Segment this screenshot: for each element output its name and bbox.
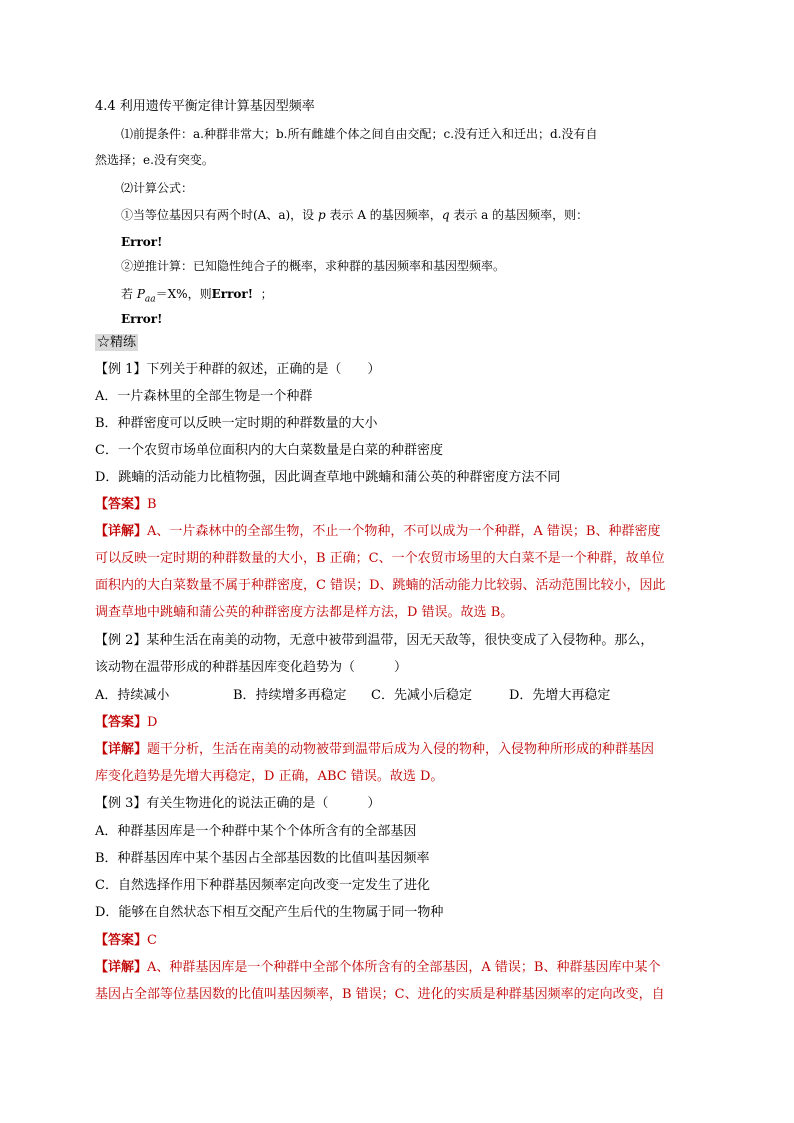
q1-option-c: C．一个农贸市场单位面积内的大白菜数量是白菜的种群密度 (95, 443, 443, 458)
formula-heading: ⑵计算公式： (121, 181, 194, 195)
q3-answer: 【答案】C (95, 933, 157, 948)
formula-line-1: ①当等位基因只有两个时(A、a)，设 p 表示 A 的基因频率，q 表示 a 的基因频率，则： (121, 208, 589, 222)
practice-label: ☆精练 (97, 335, 137, 350)
q3-option-a: A．种群基因库是一个种群中某个个体所含有的全部基因 (95, 824, 417, 839)
error-text-1: Error! (121, 235, 163, 249)
formula-line-2: ②逆推计算：已知隐性纯合子的概率，求种群的基因频率和基因型频率。 (121, 259, 506, 273)
q3-stem: 【例 3】有关生物进化的说法正确的是（ ） (95, 796, 381, 811)
q3-detail-line-2: 基因占全部等位基因数的比值叫基因频率，B 错误；C、进化的实质是种群基因频率的定向改变，自 (95, 987, 665, 1002)
q1-detail-line-4: 调查草地中跳蝻和蒲公英的种群密度方法都是样方法，D 错误。故选 B。 (95, 605, 514, 620)
q2-detail-line-2: 库变化趋势是先增大再稳定，D 正确，ABC 错误。故选 D。 (95, 769, 444, 784)
error-text-3: Error! (121, 312, 163, 326)
q1-stem: 【例 1】下列关于种群的叙述，正确的是（ ） (95, 362, 381, 377)
section-title: 4.4 利用遗传平衡定律计算基因型频率 (95, 99, 315, 114)
q3-option-b: B．种群基因库中某个基因占全部基因数的比值叫基因频率 (95, 851, 430, 866)
q3-option-c: C．自然选择作用下种群基因频率定向改变一定发生了进化 (95, 878, 430, 893)
q2-option-b: B．持续增多再稳定 (233, 688, 347, 703)
q3-detail-line-1: 【详解】A、种群基因库是一个种群中全部个体所含有的全部基因，A 错误；B、种群基因库中某个 (95, 960, 661, 975)
q1-detail-line-3: 面积内的大白菜数量不属于种群密度，C 错误；D、跳蝻的活动能力比较弱、活动范围比较小，因此 (95, 578, 666, 593)
premise-line-2: 然选择；e.没有突变。 (95, 153, 214, 167)
q2-option-d: D．先增大再稳定 (509, 688, 611, 703)
q1-option-b: B．种群密度可以反映一定时期的种群数量的大小 (95, 416, 378, 431)
premise-line-1: ⑴前提条件：a.种群非常大；b.所有雌雄个体之间自由交配；c.没有迁入和迁出；d.没有自 (121, 127, 598, 141)
q2-option-c: C．先减小后稳定 (371, 688, 472, 703)
formula-line-3: 若 $P_{aa}=X\%$，则Error! ； (121, 287, 273, 305)
q2-detail-line-1: 【详解】题干分析，生活在南美的动物被带到温带后成为入侵的物种，入侵物种所形成的种群基因 (95, 742, 655, 757)
q1-option-a: A．一片森林里的全部生物是一个种群 (95, 389, 313, 404)
q1-detail-line-1: 【详解】A、一片森林中的全部生物，不止一个物种，不可以成为一个种群，A 错误；B、种群密度 (95, 524, 661, 539)
q2-answer: 【答案】D (95, 715, 158, 730)
q1-detail-line-2: 可以反映一定时期的种群数量的大小，B 正确；C、一个农贸市场里的大白菜不是一个种群，故单位 (95, 551, 665, 566)
q2-stem-line-1: 【例 2】某种生活在南美的动物，无意中被带到温带，因无天敌等，很快变成了入侵物种。那么， (95, 633, 654, 648)
q3-option-d: D．能够在自然状态下相互交配产生后代的生物属于同一物种 (95, 905, 444, 920)
q1-option-d: D．跳蝻的活动能力比植物强，因此调查草地中跳蝻和蒲公英的种群密度方法不同 (95, 470, 561, 485)
q2-stem-line-2: 该动物在温带形成的种群基因库变化趋势为（ ） (95, 660, 408, 675)
q1-answer: 【答案】B (95, 497, 157, 512)
q2-option-a: A．持续减小 (95, 688, 170, 703)
